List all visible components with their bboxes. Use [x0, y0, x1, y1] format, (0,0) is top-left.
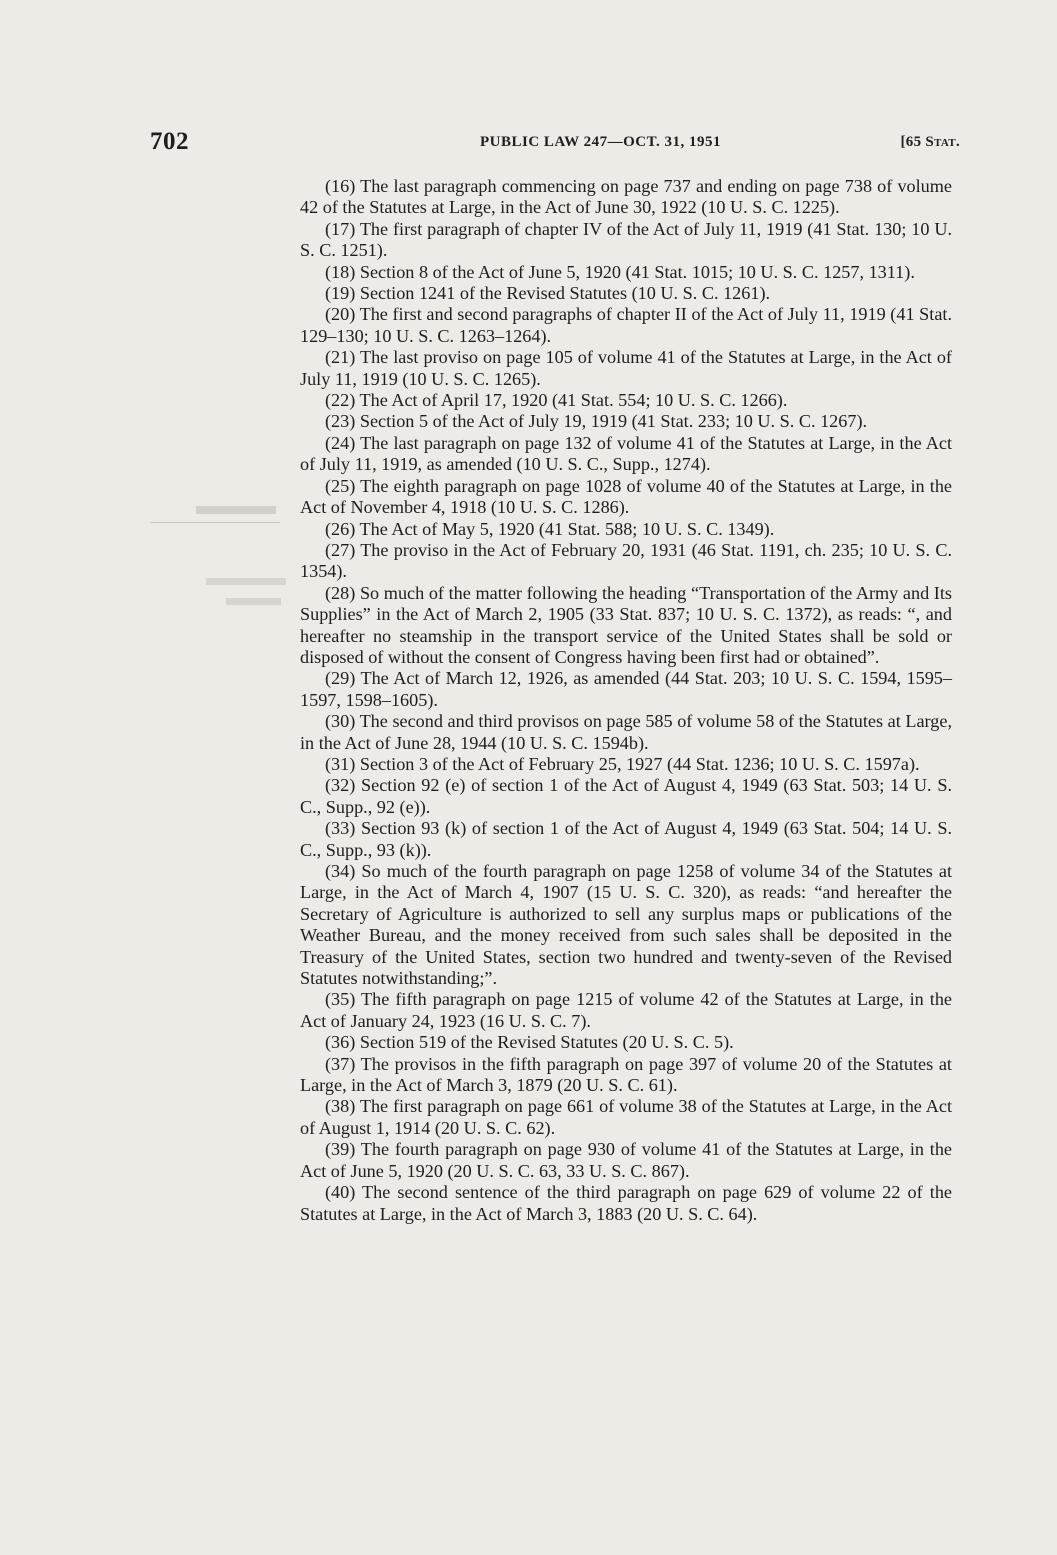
list-item: (35) The fifth paragraph on page 1215 of volume 42 of the Statutes at Large, in the Act of January 24, 1923 (16 U. S. C. 7).	[300, 989, 952, 1031]
list-item: (17) The first paragraph of chapter IV of the Act of July 11, 1919 (41 Stat. 130; 10 U. S. C. 1251).	[300, 218, 952, 261]
list-item: (38) The first paragraph on page 661 of volume 38 of the Statutes at Large, in the Act of August 1, 1914 (20 U. S. C. 62).	[300, 1096, 952, 1138]
list-item: (16) The last paragraph commencing on page 737 and ending on page 738 of volume 42 of the Statutes at Large, in the Act of June 30, 1922 (10 U. S. C. 1225).	[300, 176, 952, 218]
list-item: (27) The proviso in the Act of February 20, 1931 (46 Stat. 1191, ch. 235; 10 U. S. C. 1354).	[300, 539, 952, 582]
list-item: (26) The Act of May 5, 1920 (41 Stat. 588; 10 U. S. C. 1349).	[325, 518, 775, 539]
page-header	[150, 128, 960, 158]
list-item: (20) The first and second paragraphs of chapter II of the Act of July 11, 1919 (41 Stat. 129–130; 10 U. S. C. 1263–1264).	[300, 304, 952, 346]
running-title: PUBLIC LAW 247—OCT. 31, 1951	[480, 134, 721, 150]
list-item: (19) Section 1241 of the Revised Statutes (10 U. S. C. 1261).	[325, 283, 771, 304]
list-item: (28) So much of the matter following the heading “Transportation of the Army and Its Supplies” in the Act of March 2, 1905 (33 Stat. 837; 10 U. S. C. 1372), as reads: “, and hereafter no steamship in the transport service of the United States shall be sold or disposed of without the consent of Congress having been first had or obtained”.	[300, 582, 952, 667]
list-item: (37) The provisos in the fifth paragraph on page 397 of volume 20 of the Statutes at Large, in the Act of March 3, 1879 (20 U. S. C. 61).	[300, 1053, 952, 1096]
list-item: (21) The last proviso on page 105 of volume 41 of the Statutes at Large, in the Act of July 11, 1919 (10 U. S. C. 1265).	[300, 347, 952, 389]
list-item: (36) Section 519 of the Revised Statutes (20 U. S. C. 5).	[325, 1032, 734, 1053]
list-item: (29) The Act of March 12, 1926, as amended (44 Stat. 203; 10 U. S. C. 1594, 1595–1597, 1598–1605).	[300, 668, 952, 710]
bleed-through-rule	[150, 522, 280, 523]
list-item: (30) The second and third provisos on page 585 of volume 58 of the Statutes at Large, in the Act of June 28, 1944 (10 U. S. C. 1594b).	[300, 711, 952, 753]
list-item: (24) The last paragraph on page 132 of volume 41 of the Statutes at Large, in the Act of July 11, 1919, as amended (10 U. S. C., Supp., 1274).	[300, 432, 952, 475]
page-number: 702	[150, 128, 189, 155]
list-item: (18) Section 8 of the Act of June 5, 1920 (41 Stat. 1015; 10 U. S. C. 1257, 1311).	[325, 261, 915, 282]
list-item: (32) Section 92 (e) of section 1 of the Act of August 4, 1949 (63 Stat. 503; 14 U. S. C., Supp., 92 (e)).	[300, 775, 952, 817]
list-item: (25) The eighth paragraph on page 1028 of volume 40 of the Statutes at Large, in the Act of November 4, 1918 (10 U. S. C. 1286).	[300, 475, 952, 518]
bleed-through-mark	[226, 598, 281, 605]
bleed-through-mark	[196, 506, 276, 514]
bleed-through-mark	[206, 578, 286, 585]
list-item: (40) The second sentence of the third paragraph on page 629 of volume 22 of the Statutes at Large, in the Act of March 3, 1883 (20 U. S. C. 64).	[300, 1182, 952, 1224]
list-item: (33) Section 93 (k) of section 1 of the Act of August 4, 1949 (63 Stat. 504; 14 U. S. C., Supp., 93 (k)).	[300, 818, 952, 860]
list-item: (22) The Act of April 17, 1920 (41 Stat. 554; 10 U. S. C. 1266).	[325, 390, 788, 411]
list-item: (23) Section 5 of the Act of July 19, 1919 (41 Stat. 233; 10 U. S. C. 1267).	[325, 411, 868, 432]
statute-volume-reference: [65 Stat.	[900, 134, 960, 150]
repealed-provisions-list	[300, 176, 952, 1225]
list-item: (39) The fourth paragraph on page 930 of volume 41 of the Statutes at Large, in the Act of June 5, 1920 (20 U. S. C. 63, 33 U. S. C. 867).	[300, 1139, 952, 1181]
list-item: (31) Section 3 of the Act of February 25, 1927 (44 Stat. 1236; 10 U. S. C. 1597a).	[325, 753, 920, 774]
list-item: (34) So much of the fourth paragraph on page 1258 of volume 34 of the Statutes at Large, in the Act of March 4, 1907 (15 U. S. C. 320), as reads: “and hereafter the Secretary of Agriculture is authorized to sell any surplus maps or publications of the Weather Bureau, and the money received from such sales shall be deposited in the Treasury of the United States, section two hundred and twenty-seven of the Revised Statutes notwithstanding;”.	[300, 861, 952, 989]
